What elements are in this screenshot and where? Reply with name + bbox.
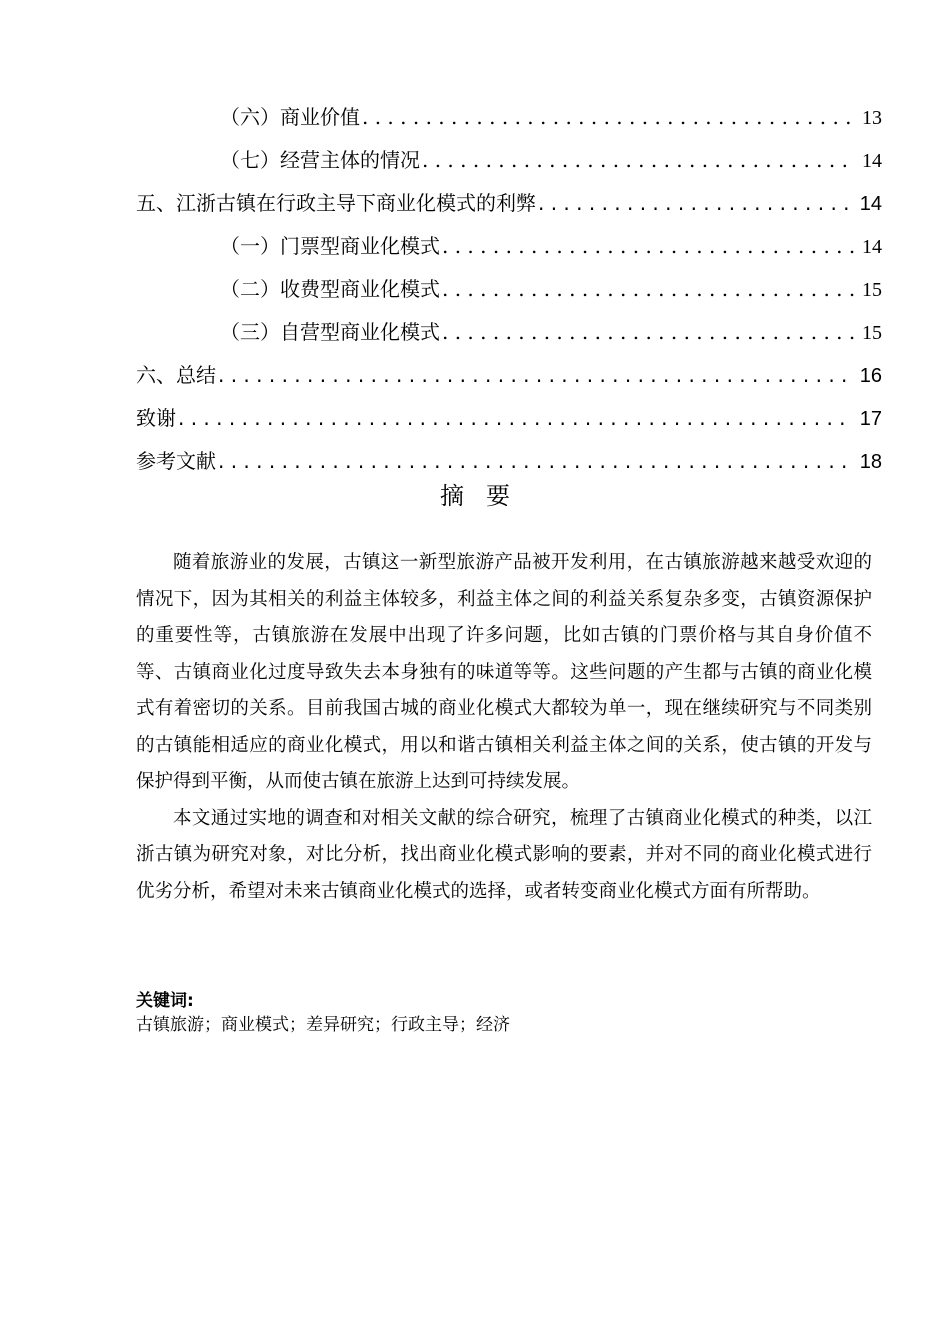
toc-entry-page: 17	[859, 408, 882, 430]
toc-dot-leader	[218, 354, 854, 397]
toc-entry-page: 18	[859, 451, 882, 473]
toc-dot-leader	[422, 139, 856, 182]
toc-entry-title: 致谢	[136, 406, 176, 430]
table-of-contents	[136, 96, 882, 483]
toc-entry-self-run-model[interactable]	[136, 311, 882, 354]
toc-dot-leader	[442, 311, 856, 354]
toc-dot-leader	[362, 96, 856, 139]
toc-entry-title: （三）自营型商业化模式	[220, 320, 440, 344]
toc-dot-leader	[442, 225, 856, 268]
toc-entry-title: 六、总结	[136, 363, 216, 387]
toc-entry-page: 15	[862, 279, 882, 301]
toc-entry-page: 14	[862, 150, 882, 172]
toc-entry-references[interactable]	[136, 440, 882, 483]
toc-dot-leader	[442, 268, 856, 311]
toc-entry-page: 14	[862, 236, 882, 258]
keywords-label: 关键词:	[136, 991, 194, 1011]
toc-entry-title: （六）商业价值	[220, 105, 360, 129]
toc-entry-commercial-value[interactable]	[136, 96, 882, 139]
toc-entry-title: （二）收费型商业化模式	[220, 277, 440, 301]
toc-dot-leader	[218, 440, 854, 483]
toc-entry-page: 15	[862, 322, 882, 344]
toc-entry-page: 14	[859, 193, 882, 215]
toc-entry-title: 五、江浙古镇在行政主导下商业化模式的利弊	[136, 191, 536, 215]
toc-entry-page: 16	[859, 365, 882, 387]
toc-entry-ticket-model[interactable]	[136, 225, 882, 268]
abstract-heading: 摘要	[440, 482, 532, 510]
toc-dot-leader	[178, 397, 854, 440]
toc-entry-chapter-5[interactable]	[136, 182, 882, 225]
toc-entry-title: 参考文献	[136, 449, 216, 473]
toc-entry-operating-entity[interactable]	[136, 139, 882, 182]
abstract-body	[136, 545, 872, 910]
toc-entry-page: 13	[862, 107, 882, 129]
toc-entry-summary[interactable]	[136, 354, 882, 397]
toc-entry-title: （七）经营主体的情况	[220, 148, 420, 172]
abstract-paragraph: 本文通过实地的调查和对相关文献的综合研究，梳理了古镇商业化模式的种类，以江浙古镇为研究对象，对比分析，找出商业化模式影响的要素，并对不同的商业化模式进行优劣分析，希望对未来古镇商业化模式的选择，或者转变商业化模式方面有所帮助。	[136, 807, 872, 902]
toc-entry-title: （一）门票型商业化模式	[220, 234, 440, 258]
toc-dot-leader	[538, 182, 854, 225]
keywords-list: 古镇旅游；商业模式；差异研究；行政主导；经济	[136, 1015, 510, 1035]
toc-entry-fee-model[interactable]	[136, 268, 882, 311]
toc-entry-acknowledgements[interactable]	[136, 397, 882, 440]
abstract-paragraph: 随着旅游业的发展，古镇这一新型旅游产品被开发利用，在古镇旅游越来越受欢迎的情况下，因为其相关的利益主体较多，利益主体之间的利益关系复杂多变，古镇资源保护的重要性等，古镇旅游在发展中出现了许多问题，比如古镇的门票价格与其自身价值不等、古镇商业化过度导致失去本身独有的味道等等。这些问题的产生都与古镇的商业化模式有着密切的关系。目前我国古城的商业化模式大都较为单一，现在继续研究与不同类别的古镇能相适应的商业化模式，用以和谐古镇相关利益主体之间的关系，使古镇的开发与保护得到平衡，从而使古镇在旅游上达到可持续发展。	[136, 552, 872, 792]
